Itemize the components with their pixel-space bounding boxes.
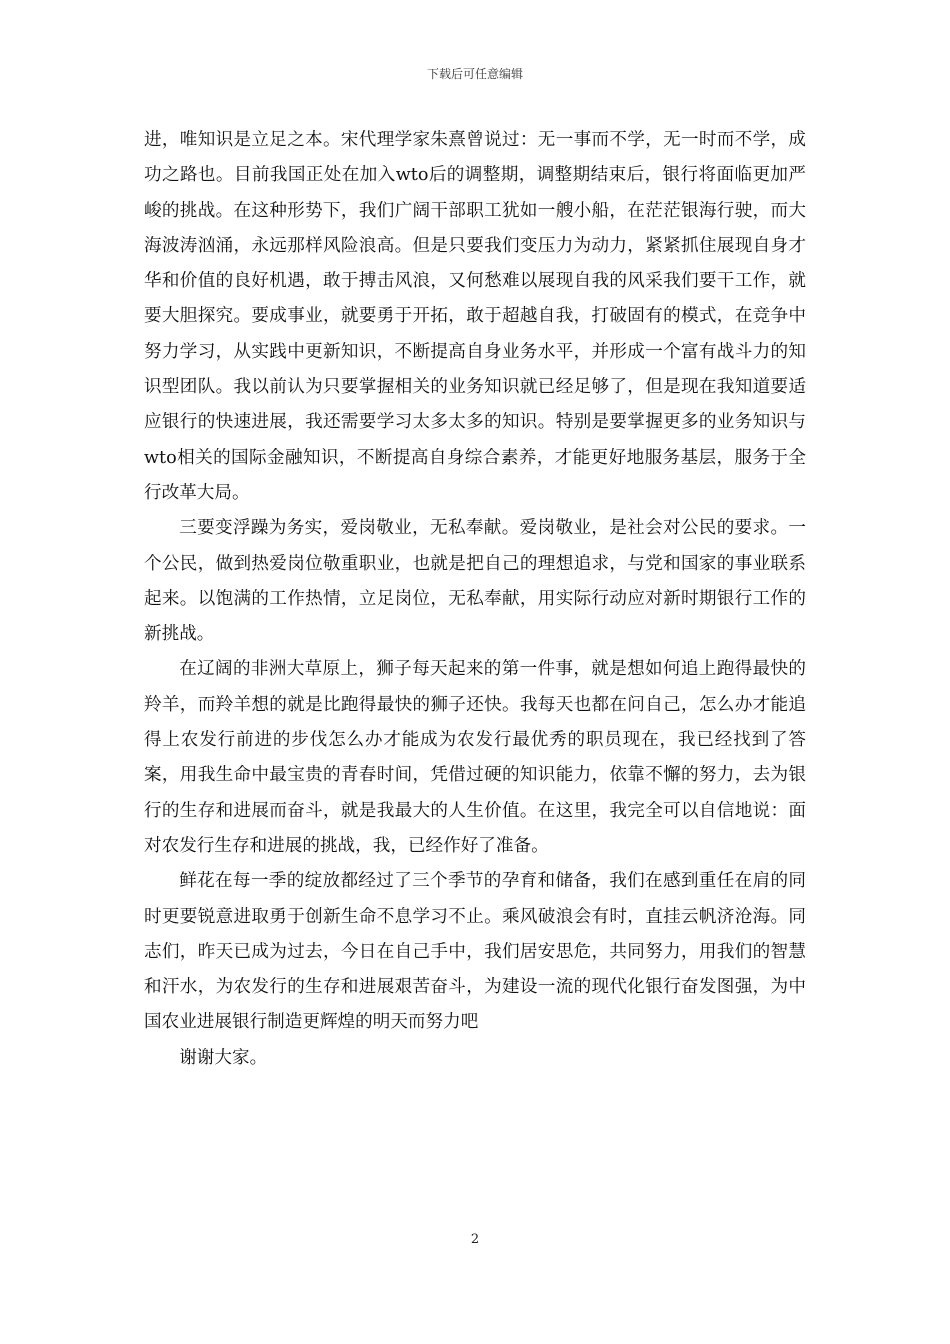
paragraph-lion-and-antelope: 在辽阔的非洲大草原上，狮子每天起来的第一件事，就是想如何追上跑得最快的羚羊，而羚羊想的就是比跑得最快的狮子还快。我每天也都在问自己，怎么办才能追得上农发行前进的步伐怎么办才能成为农发行最优秀的职员现在，我已经找到了答案，用我生命中最宝贵的青春时间，凭借过硬的知识能力，依靠不懈的努力，去为银行的生存和进展而奋斗，就是我最大的人生价值。在这里，我完全可以自信地说：面对农发行生存和进展的挑战，我，已经作好了准备。 — [144, 659, 806, 856]
paragraph-dedication: 三要变浮躁为务实，爱岗敬业，无私奉献。爱岗敬业，是社会对公民的要求。一个公民，做到热爱岗位敬重职业，也就是把自己的理想追求，与党和国家的事业联系起来。以饱满的工作热情，立足岗位，无私奉献，用实际行动应对新时期银行工作的新挑战。 — [144, 518, 806, 645]
paragraph-closing-appeal: 鲜花在每一季的绽放都经过了三个季节的孕育和储备，我们在感到重任在肩的同时更要锐意进取勇于创新生命不息学习不止。乘风破浪会有时，直挂云帆济沧海。同志们，昨天已成为过去，今日在自己手中，我们居安思危，共同努力，用我们的智慧和汗水，为农发行的生存和进展艰苦奋斗，为建设一流的现代化银行奋发图强，为中国农业进展银行制造更辉煌的明天而努力吧 — [144, 871, 806, 1033]
document-body — [144, 123, 806, 1076]
page-number: 2 — [470, 1232, 480, 1247]
paragraph-thanks: 谢谢大家。 — [179, 1047, 268, 1068]
page-header: 下载后可任意编辑 — [426, 67, 523, 81]
paragraph-continuation: 进，唯知识是立足之本。宋代理学家朱熹曾说过：无一事而不学，无一时而不学，成功之路也。目前我国正处在加入wto后的调整期，调整期结束后，银行将面临更加严峻的挑战。在这种形势下，我们广阔干部职工犹如一艘小船，在茫茫银海行驶，而大海波涛汹涌，永远那样风险浪高。但是只要我们变压力为动力，紧紧抓住展现自身才华和价值的良好机遇，敢于搏击风浪，又何愁难以展现自我的风采我们要干工作，就要大胆探究。要成事业，就要勇于开拓，敢于超越自我，打破固有的模式，在竞争中努力学习，从实践中更新知识，不断提高自身业务水平，并形成一个富有战斗力的知识型团队。我以前认为只要掌握相关的业务知识就已经足够了，但是现在我知道要适应银行的快速进展，我还需要学习太多太多的知识。特别是要掌握更多的业务知识与wto相关的国际金融知识，不断提高自身综合素养，才能更好地服务基层，服务于全行改革大局。 — [144, 130, 806, 503]
